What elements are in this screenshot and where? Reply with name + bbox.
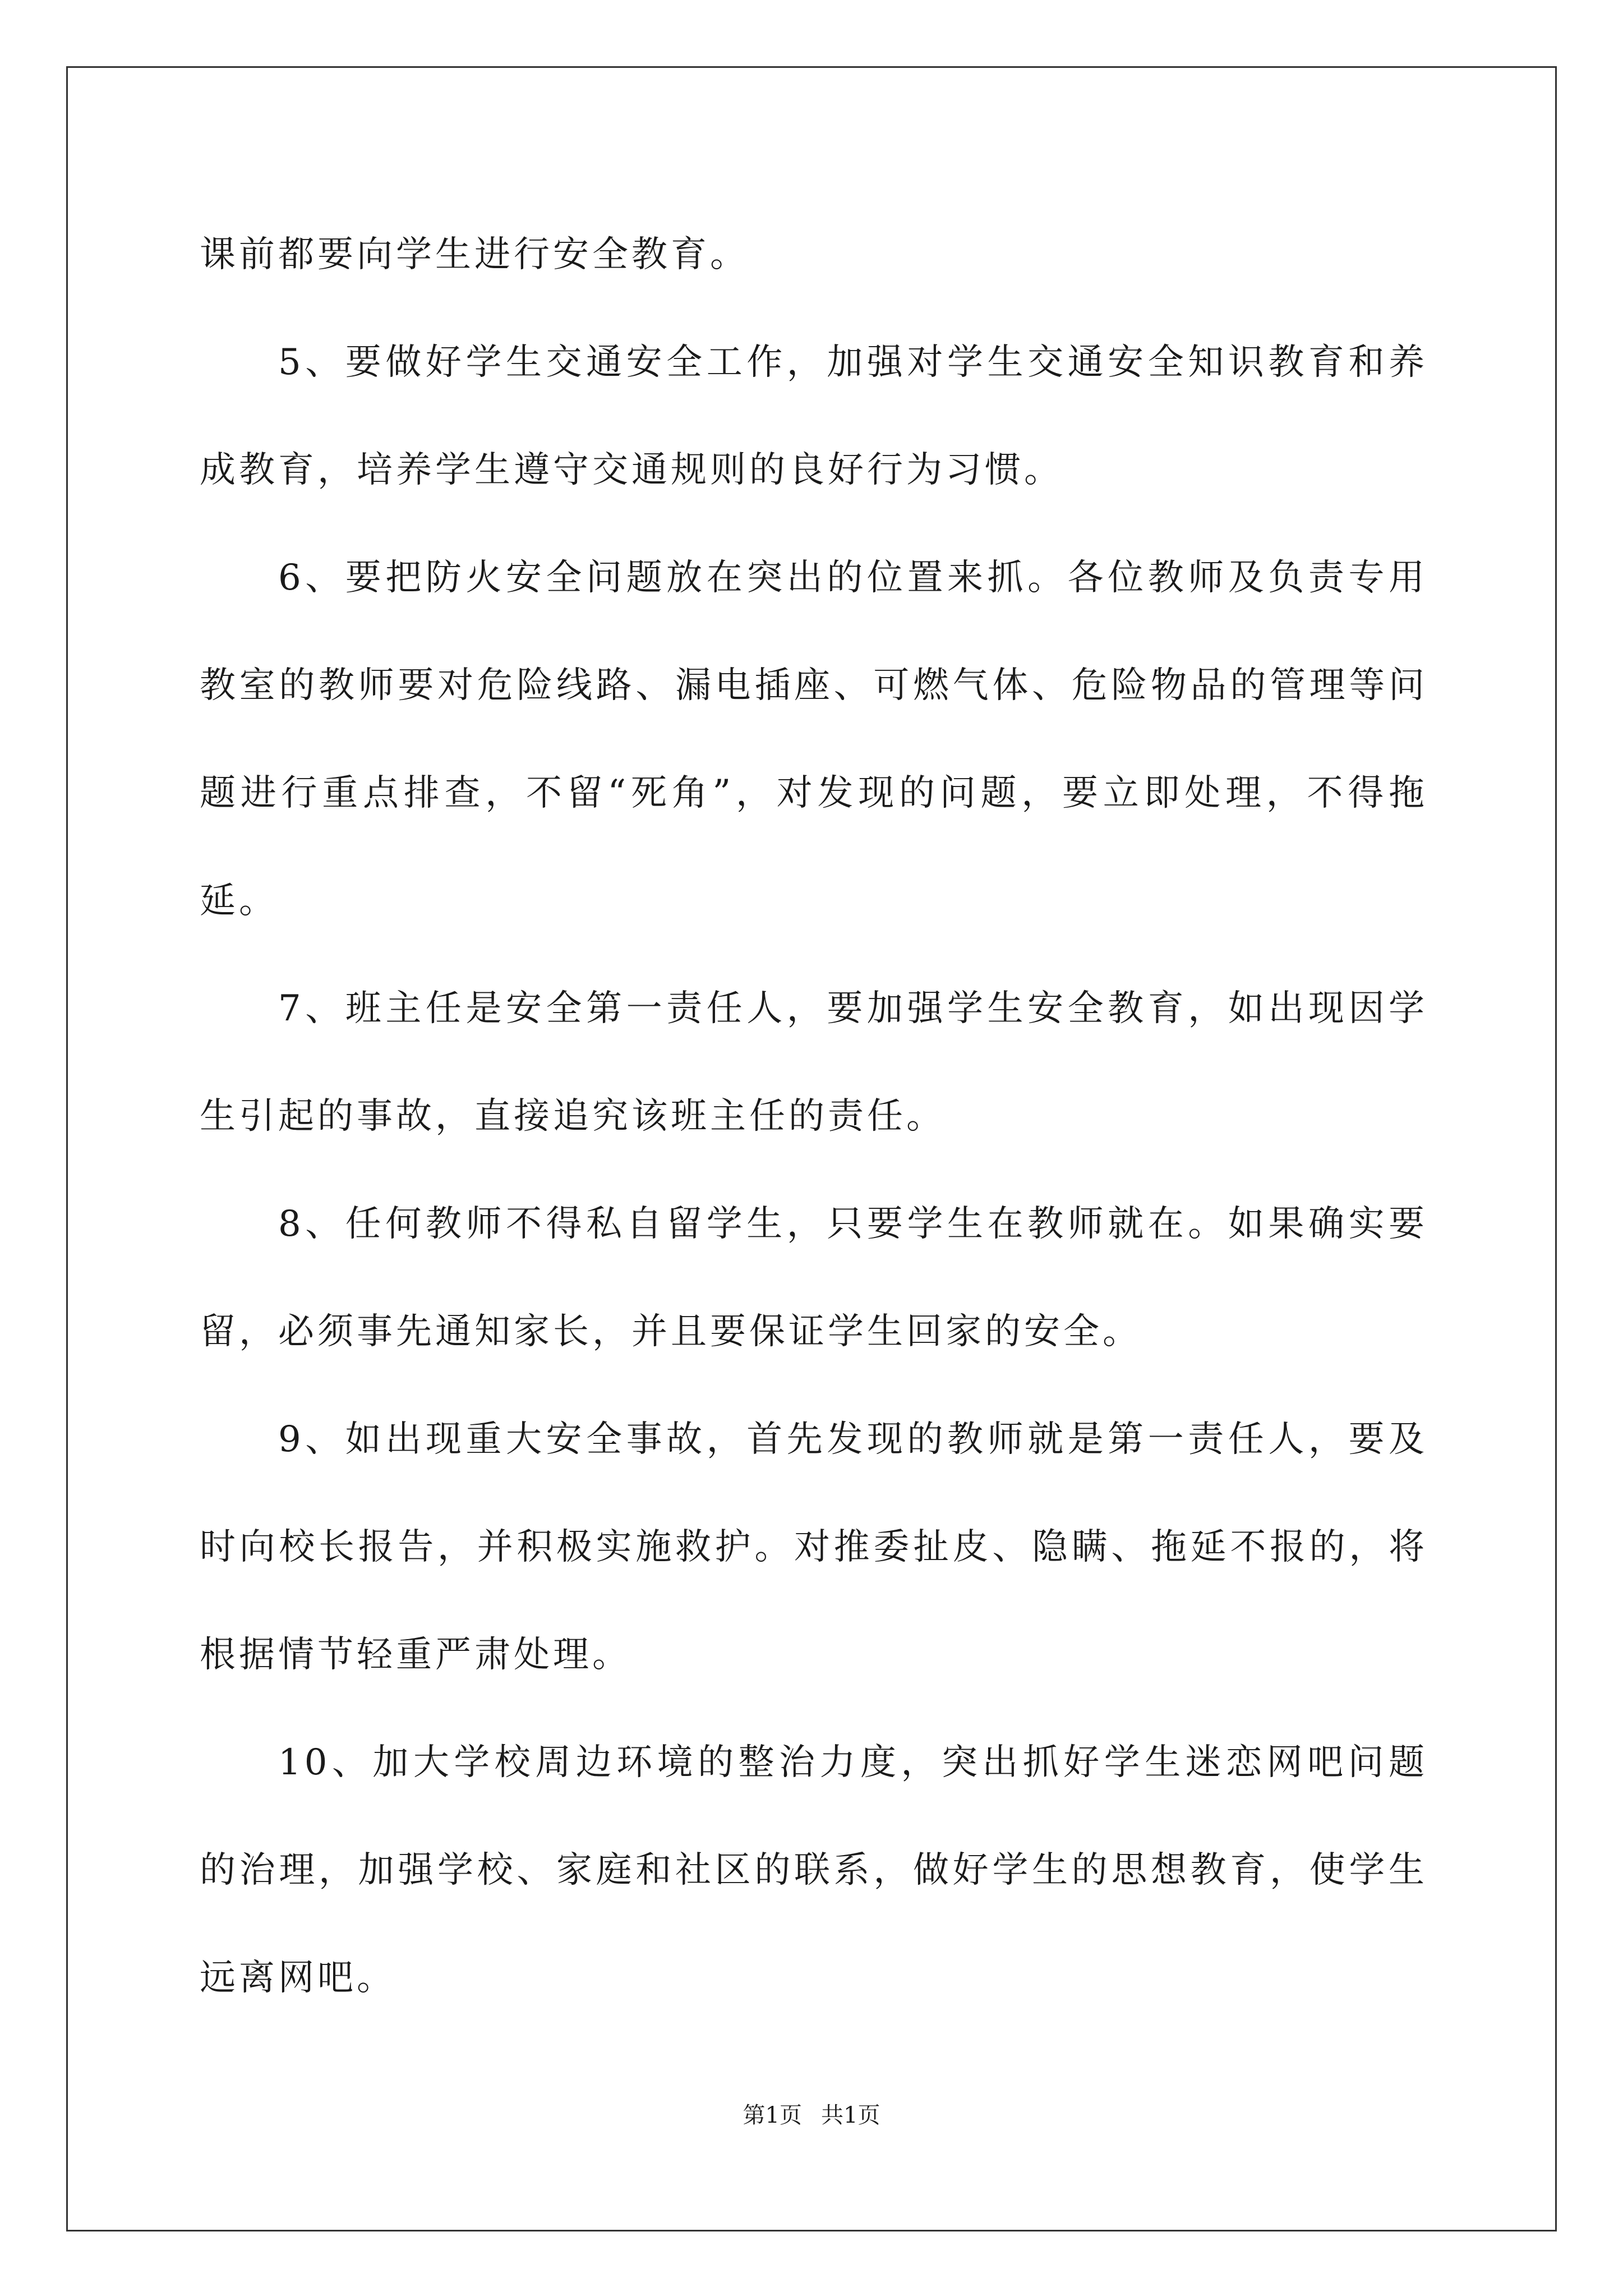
paragraph-6: 9、如出现重大安全事故，首先发现的教师就是第一责任人，要及时向校长报告，并积极实施救护。对推委扯皮、隐瞒、拖延不报的，将根据情节轻重严肃处理。 (200, 1419, 1428, 1676)
paragraph-2: 5、要做好学生交通安全工作，加强对学生交通安全知识教育和养成教育，培养学生遵守交通规则的良好行为习惯。 (200, 342, 1428, 491)
paragraph-5: 8、任何教师不得私自留学生，只要学生在教师就在。如果确实要留，必须事先通知家长，并且要保证学生回家的安全。 (200, 1203, 1428, 1352)
document-body (200, 201, 1428, 2032)
paragraph-4: 7、班主任是安全第一责任人，要加强学生安全教育，如出现因学生引起的事故，直接追究该班主任的责任。 (200, 988, 1428, 1137)
page-number: 第1页 (743, 2102, 802, 2128)
paragraph-3: 6、要把防火安全问题放在突出的位置来抓。各位教师及负责专用教室的教师要对危险线路、漏电插座、可燃气体、危险物品的管理等问题进行重点排查，不留“死角”，对发现的问题，要立即处理，不得拖延。 (200, 557, 1428, 922)
page-total: 共1页 (821, 2102, 880, 2128)
page-footer (0, 2101, 1623, 2130)
paragraph-1: 课前都要向学生进行安全教育。 (200, 234, 749, 275)
paragraph-7: 10、加大学校周边环境的整治力度，突出抓好学生迷恋网吧问题的治理，加强学校、家庭和社区的联系，做好学生的思想教育，使学生远离网吧。 (200, 1742, 1428, 1999)
